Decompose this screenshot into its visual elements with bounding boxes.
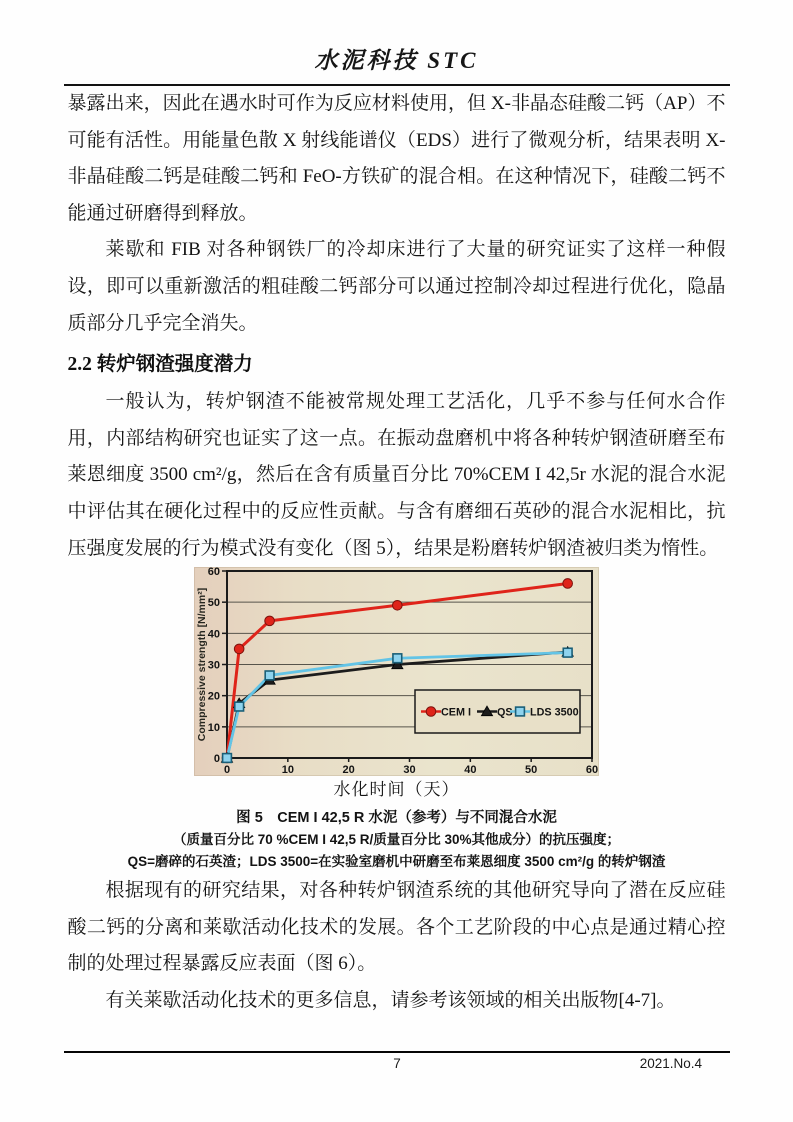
- page-number: 7: [393, 1056, 401, 1071]
- svg-text:CEM I: CEM I: [441, 706, 471, 719]
- svg-text:0: 0: [213, 753, 220, 766]
- figure-5: [68, 567, 726, 873]
- paragraph-continuation: 暴露出来，因此在遇水时可作为反应材料使用，但 X-非晶态硅酸二钙（AP）不可能有活性。用能量色散 X 射线能谱仪（EDS）进行了微观分析，结果表明 X-非晶硅酸二钙是硅酸二钙和 FeO-方铁矿的混合相。在这种情况下，硅酸二钙不能通过研磨得到释放。: [67, 93, 726, 224]
- page-body: [68, 86, 726, 1020]
- figure-caption-line: QS=磨碎的石英渣；LDS 3500=在实验室磨机中研磨至布莱恩细度 3500 cm²/g 的转炉钢渣: [127, 854, 666, 870]
- journal-title: 水泥科技 STC: [314, 48, 479, 73]
- paragraph: 一般认为，转炉钢渣不能被常规处理工艺活化，几乎不参与任何水合作用，内部结构研究也证实了这一点。在振动盘磨机中将各种转炉钢渣研磨至布莱恩细度 3500 cm²/g，然后在含有质量百分比 70%CEM I 42,5r 水泥的混合水泥中评估其在硬化过程中的反应性贡献。与含有磨细石英砂的混合水泥相比，抗压强度发展的行为模式没有变化（图 5），结果是粉磨转炉钢渣被归类为惰性。: [67, 391, 726, 559]
- page-header: [0, 0, 793, 75]
- svg-text:20: 20: [207, 690, 220, 703]
- svg-text:20: 20: [342, 764, 355, 777]
- page-footer: [64, 1051, 730, 1071]
- svg-text:30: 30: [207, 659, 220, 672]
- svg-text:40: 40: [207, 628, 220, 641]
- figure-caption-line: 图 5 CEM I 42,5 R 水泥（参考）与不同混合水泥: [236, 810, 557, 827]
- svg-text:10: 10: [207, 721, 220, 734]
- svg-text:40: 40: [464, 764, 477, 777]
- paragraph: 根据现有的研究结果，对各种转炉钢渣系统的其他研究导向了潜在反应硅酸二钙的分离和莱歇活动化技术的发展。各个工艺阶段的中心点是通过精心控制的处理过程暴露反应表面（图 6）。: [67, 880, 726, 975]
- paragraph: 有关莱歇活动化技术的更多信息，请参考该领域的相关出版物[4-7]。: [105, 989, 676, 1011]
- paragraph: 莱歇和 FIB 对各种钢铁厂的冷却床进行了大量的研究证实了这样一种假设，即可以重新激活的粗硅酸二钙部分可以通过控制冷却过程进行优化，隐晶质部分几乎完全消失。: [67, 239, 726, 334]
- svg-text:50: 50: [207, 597, 220, 610]
- figure-chart: [194, 567, 599, 776]
- svg-text:60: 60: [585, 764, 599, 777]
- svg-text:Compressive strength [N/mm²]: Compressive strength [N/mm²]: [196, 587, 208, 742]
- section-heading: 2.2 转炉钢渣强度潜力: [67, 354, 253, 376]
- issue-label: 2021.No.4: [639, 1056, 702, 1071]
- svg-text:30: 30: [403, 764, 416, 777]
- svg-text:QS: QS: [497, 706, 513, 719]
- figure-caption: [68, 807, 726, 873]
- figure-caption-line: （质量百分比 70 %CEM I 42,5 R/质量百分比 30%其他成分）的抗压强度；: [172, 832, 621, 848]
- svg-text:0: 0: [223, 764, 231, 777]
- svg-text:60: 60: [207, 567, 220, 579]
- chart-x-axis-label: 水化时间（天）: [333, 780, 460, 800]
- figure-chart-svg: [194, 567, 599, 776]
- svg-text:50: 50: [525, 764, 538, 777]
- svg-text:10: 10: [281, 764, 294, 777]
- svg-text:LDS 3500: LDS 3500: [530, 706, 579, 719]
